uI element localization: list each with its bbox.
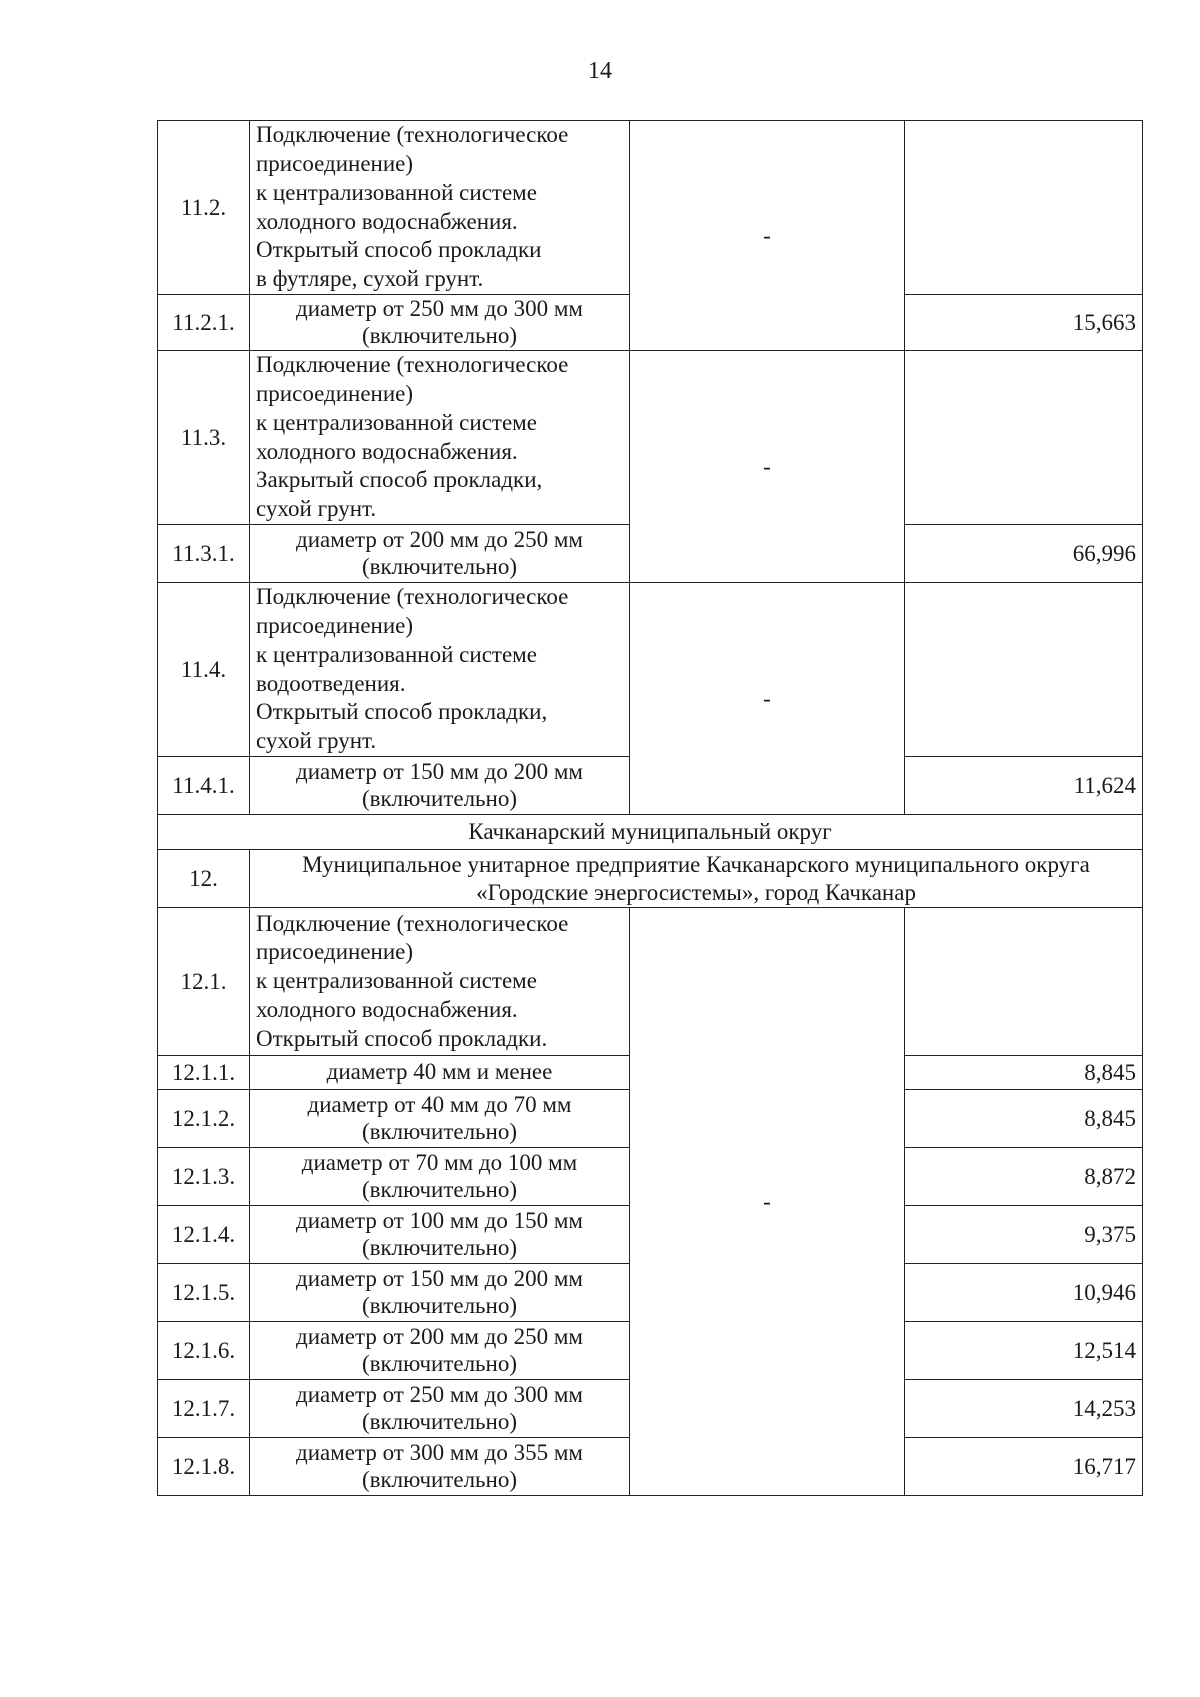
table-row [158,121,1143,295]
dash-cell: - [630,351,905,583]
diameter-label: диаметр от 250 мм до 300 мм (включительно) [250,1380,630,1438]
empty-cell [905,351,1143,525]
diameter-label: диаметр от 40 мм до 70 мм (включительно) [250,1090,630,1148]
diameter-label: диаметр от 250 мм до 300 мм (включительно) [250,295,630,351]
diameter-label: диаметр от 200 мм до 250 мм (включительно) [250,525,630,583]
tariff-value: 12,514 [905,1322,1143,1380]
item-number: 11.3. [158,351,250,525]
item-number: 12.1.4. [158,1206,250,1264]
tariff-table [157,120,1143,1496]
item-number: 11.4. [158,583,250,757]
item-number: 12.1.7. [158,1380,250,1438]
item-number: 11.2.1. [158,295,250,351]
empty-cell [905,583,1143,757]
item-number: 11.4.1. [158,757,250,815]
section-row [158,815,1143,850]
tariff-value: 9,375 [905,1206,1143,1264]
diameter-label: диаметр от 150 мм до 200 мм (включительно) [250,757,630,815]
tariff-value: 8,845 [905,1090,1143,1148]
item-description: Подключение (технологическое присоединение) к централизованной системе холодного водоснабжения. Открытый способ прокладки в футляре, сухой грунт. [250,121,630,295]
item-description: Подключение (технологическое присоединение) к централизованной системе холодного водоснабжения. Закрытый способ прокладки, сухой грунт. [250,351,630,525]
tariff-value: 10,946 [905,1264,1143,1322]
dash-cell: - [630,121,905,351]
tariff-value: 16,717 [905,1438,1143,1496]
table-row [158,583,1143,757]
diameter-label: диаметр от 70 мм до 100 мм (включительно) [250,1148,630,1206]
tariff-value: 14,253 [905,1380,1143,1438]
item-number: 11.2. [158,121,250,295]
tariff-value: 8,845 [905,1056,1143,1090]
item-number: 12.1.5. [158,1264,250,1322]
empty-cell [905,908,1143,1056]
dash-cell: - [630,583,905,815]
tariff-value: 66,996 [905,525,1143,583]
item-number: 12. [158,850,250,908]
empty-cell [905,121,1143,295]
org-row [158,850,1143,908]
tariff-value: 11,624 [905,757,1143,815]
item-description: Подключение (технологическое присоединение) к централизованной системе холодного водоснабжения. Открытый способ прокладки. [250,908,630,1056]
dash-cell: - [630,908,905,1496]
org-name: Муниципальное унитарное предприятие Качканарского муниципального округа «Городские энергосистемы», город Качканар [250,850,1143,908]
diameter-label: диаметр от 300 мм до 355 мм (включительно) [250,1438,630,1496]
item-number: 12.1.8. [158,1438,250,1496]
diameter-label: диаметр от 150 мм до 200 мм (включительно) [250,1264,630,1322]
section-title: Качканарский муниципальный округ [158,815,1143,850]
diameter-label: диаметр 40 мм и менее [250,1056,630,1090]
item-description: Подключение (технологическое присоединение) к централизованной системе водоотведения. Открытый способ прокладки, сухой грунт. [250,583,630,757]
item-number: 12.1.1. [158,1056,250,1090]
item-number: 12.1. [158,908,250,1056]
item-number: 11.3.1. [158,525,250,583]
item-number: 12.1.3. [158,1148,250,1206]
page-number: 14 [588,58,612,84]
tariff-value: 8,872 [905,1148,1143,1206]
item-number: 12.1.6. [158,1322,250,1380]
diameter-label: диаметр от 100 мм до 150 мм (включительно) [250,1206,630,1264]
diameter-label: диаметр от 200 мм до 250 мм (включительно) [250,1322,630,1380]
table-row [158,351,1143,525]
item-number: 12.1.2. [158,1090,250,1148]
table-row [158,908,1143,1056]
tariff-value: 15,663 [905,295,1143,351]
